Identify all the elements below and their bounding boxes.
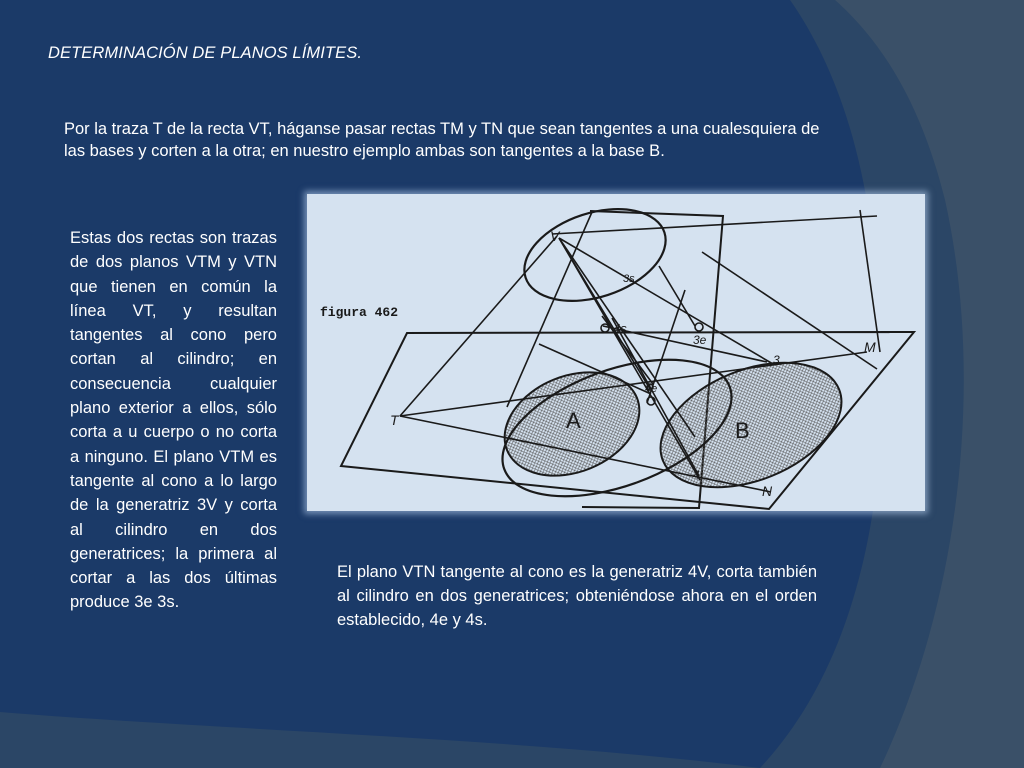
label-b: B (735, 418, 750, 443)
label-four-s: 4s (613, 321, 627, 336)
label-t: T (390, 412, 399, 428)
point-3e (695, 323, 703, 331)
figure-462 (307, 194, 925, 511)
label-four-e: 4e (645, 383, 658, 395)
label-n: N (762, 483, 773, 499)
line-v-t (400, 236, 557, 416)
trace-line-a (552, 216, 877, 234)
label-three: 3 (773, 353, 780, 367)
side-paragraph: Estas dos rectas son trazas de dos planos VTM y VTN que tienen en común la línea VT, y resultan tangentes al cono pero cortan al cilindro; en consecuencia cualquier plano exterior a ellos, sólo corta a u cuerpo o no corta a ninguno. El plano VTM es tangente al cono a lo largo de la generatriz 3V y corta al cilindro en dos generatrices; la primera al cortar a las dos últimas produce 3e 3s. (70, 229, 277, 612)
trace-line-b (702, 252, 877, 369)
generatrix-1 (602, 316, 653, 384)
figure-caption: figura 462 (320, 305, 399, 320)
label-m: M (864, 339, 876, 355)
plane-m-edge (860, 210, 880, 352)
label-three-s: 3s (623, 273, 635, 285)
label-three-e: 3e (693, 333, 707, 347)
label-v: V (550, 228, 560, 244)
intro-paragraph: Por la traza T de la recta VT, háganse pasar rectas TM y TN que sean tangentes a una cualesquiera de las bases y corten a la otra; en nuestro ejemplo ambas son tangentes a la base B. (64, 120, 820, 160)
slide-title: DETERMINACIÓN DE PLANOS LÍMITES. (48, 44, 363, 62)
generatrix-5 (659, 266, 695, 326)
base-b-ellipse (642, 338, 859, 511)
label-four: 4 (693, 468, 700, 482)
label-a: A (566, 408, 581, 433)
line-v-four-s (559, 238, 650, 389)
point-4s (601, 324, 609, 332)
bottom-paragraph: El plano VTN tangente al cono es la generatriz 4V, corta también al cilindro en dos generatrices; obteniéndose ahora en el orden establecido, 4e y 4s. (337, 563, 817, 629)
